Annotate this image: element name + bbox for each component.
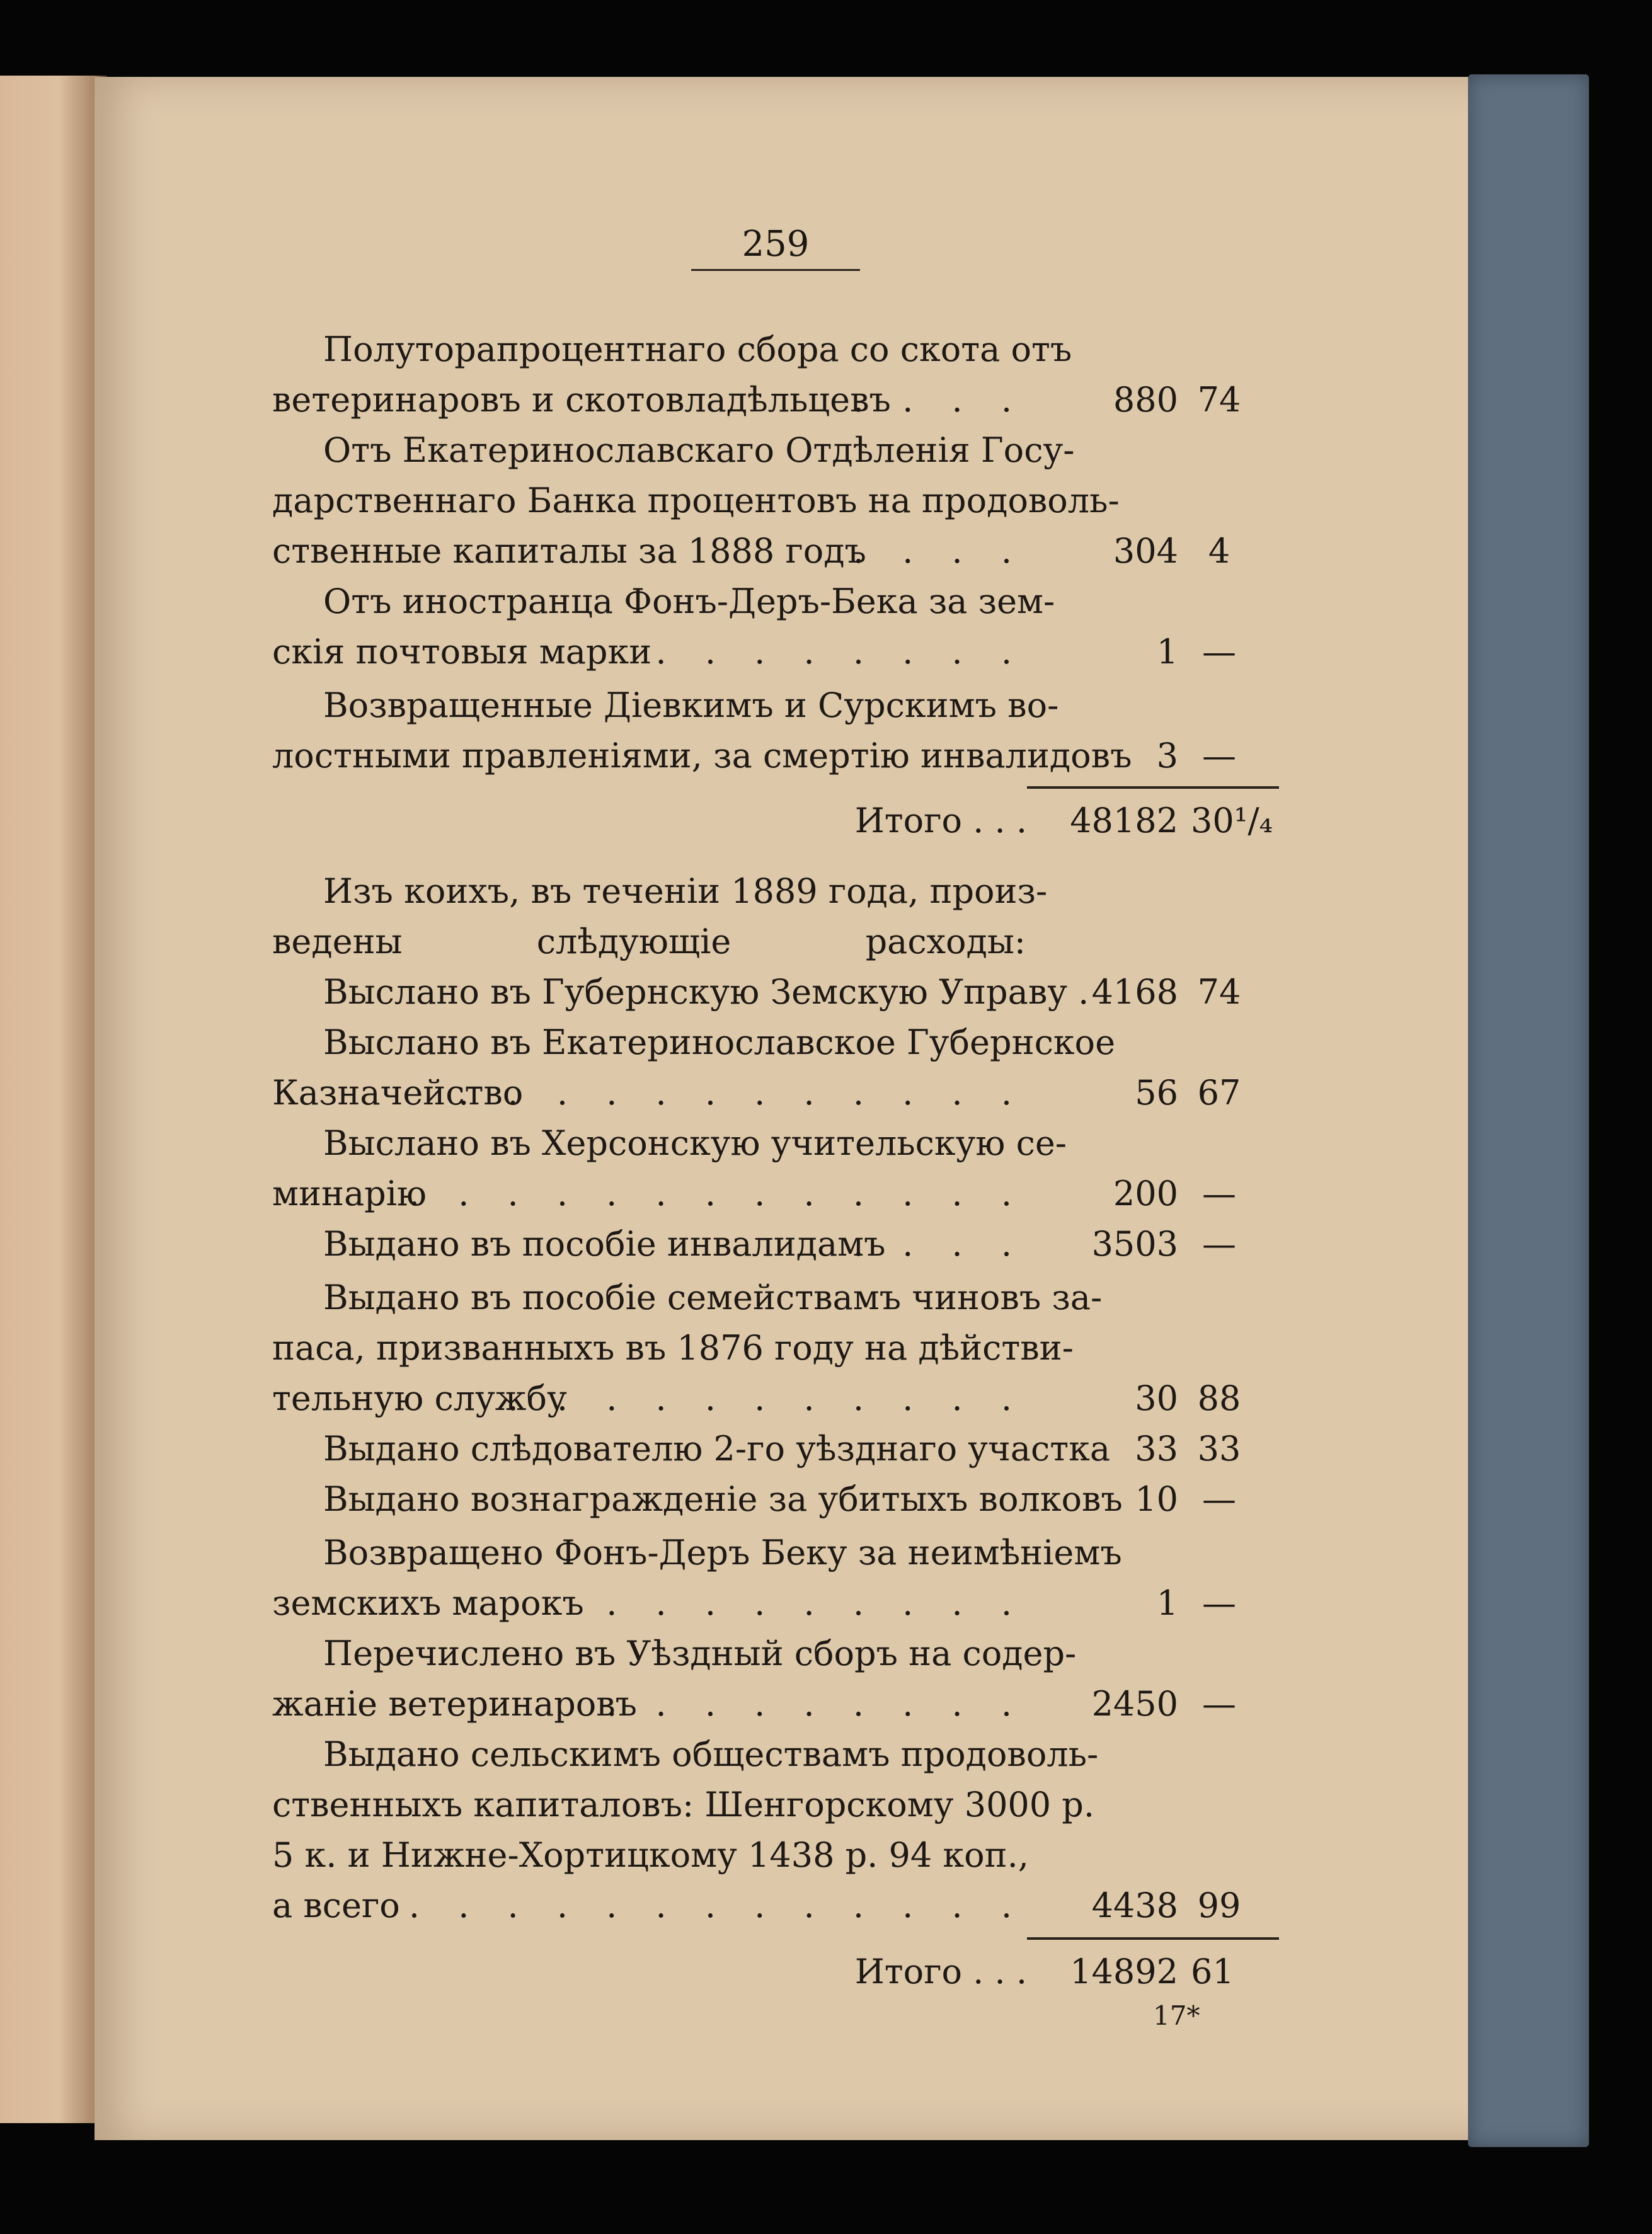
text-line bbox=[272, 1833, 1029, 1877]
line-text: лостными правленіями, за смертію инвалидовъ bbox=[272, 736, 1132, 776]
amount-rubles: 33 bbox=[1135, 1429, 1178, 1469]
amount-kopecks: — bbox=[1202, 1174, 1236, 1213]
total-kopecks: 61 bbox=[1191, 1952, 1234, 1991]
amount-kopecks: — bbox=[1202, 1583, 1236, 1623]
text-line bbox=[323, 1276, 1103, 1320]
line-text: Выслано въ Херсонскую учительскую се- bbox=[323, 1123, 1067, 1163]
text-line bbox=[272, 1581, 1026, 1625]
leader-dots: . . . . . . . . . . . . bbox=[458, 1073, 1026, 1113]
text-line bbox=[323, 970, 1089, 1014]
leader-dots: . . . . bbox=[852, 1224, 1026, 1264]
text-line bbox=[272, 479, 1120, 523]
amount-kopecks: 4 bbox=[1208, 531, 1230, 571]
amount-kopecks: 67 bbox=[1197, 1073, 1241, 1113]
line-text: Казначейство bbox=[272, 1073, 524, 1113]
text-line bbox=[272, 1172, 1026, 1216]
line-text: ственные капиталы за 1888 годъ bbox=[272, 531, 866, 571]
line-text: 5 к. и Нижне-Хортицкому 1438 р. 94 коп., bbox=[272, 1835, 1029, 1875]
amount-kopecks: 88 bbox=[1197, 1378, 1241, 1418]
text-line bbox=[323, 1021, 1116, 1065]
amount-rubles: 1 bbox=[1156, 632, 1178, 672]
leader-dots: . . . . . . . . . . . . . bbox=[408, 1886, 1026, 1925]
line-text: ветеринаровъ и скотовладѣльцевъ bbox=[272, 380, 891, 420]
line-text: дарственнаго Банка процентовъ на продоволь- bbox=[272, 481, 1120, 520]
total-label: Итого . . . bbox=[854, 801, 1027, 840]
text-line bbox=[323, 684, 1059, 728]
line-text: жаніе ветеринаровъ bbox=[272, 1684, 638, 1724]
text-line bbox=[323, 1531, 1122, 1575]
line-text: Полуторапроцентнаго сбора со скота отъ bbox=[323, 329, 1072, 369]
line-text: ственныхъ капиталовъ: Шенгорскому 3000 р. bbox=[272, 1785, 1095, 1824]
text-line bbox=[323, 869, 1048, 914]
page-number-rule bbox=[691, 269, 860, 271]
text-line bbox=[272, 378, 1026, 422]
line-text: Выслано въ Екатеринославское Губернское bbox=[323, 1022, 1116, 1062]
line-text: Возвращенные Діевкимъ и Сурскимъ во- bbox=[323, 685, 1059, 725]
line-text: Отъ Екатеринославскаго Отдѣленія Госу- bbox=[323, 430, 1075, 470]
text-line bbox=[323, 1427, 1111, 1471]
leader-dots: . . . . bbox=[852, 380, 1026, 420]
amount-kopecks: 74 bbox=[1197, 972, 1241, 1012]
amount-rubles: 3503 bbox=[1091, 1224, 1178, 1264]
page-number: 259 bbox=[742, 224, 810, 265]
line-text: Изъ коихъ, въ теченіи 1889 года, произ- bbox=[323, 871, 1048, 911]
amount-rubles: 3 bbox=[1156, 736, 1178, 776]
line-text: ведены слѣдующіе расходы: bbox=[272, 922, 1026, 961]
amount-rubles: 1 bbox=[1156, 1583, 1178, 1623]
line-text: Выдано слѣдователю 2-го уѣзднаго участка bbox=[323, 1429, 1111, 1469]
text-line bbox=[272, 920, 1026, 964]
amount-rubles: 200 bbox=[1113, 1174, 1178, 1213]
leader-dots: . . . . bbox=[852, 531, 1026, 571]
leader-dots: . . . . . . . . . . . bbox=[507, 1378, 1026, 1418]
total-rubles: 14892 bbox=[1070, 1952, 1178, 1991]
text-line bbox=[272, 1783, 1095, 1827]
amount-kopecks: — bbox=[1202, 1684, 1236, 1724]
text-line bbox=[323, 1733, 1099, 1777]
amount-rubles: 880 bbox=[1113, 380, 1178, 420]
total-kopecks: 30¹/₄ bbox=[1191, 801, 1273, 840]
leader-dots: . . . . . . . . . bbox=[606, 1583, 1026, 1623]
line-text: скія почтовыя марки bbox=[272, 632, 652, 672]
line-text: Выдано сельскимъ обществамъ продоволь- bbox=[323, 1734, 1099, 1774]
total-rule-1 bbox=[1027, 786, 1279, 789]
line-text: тельную службу bbox=[272, 1378, 567, 1418]
line-text: Отъ иностранца Фонъ-Деръ-Бека за зем- bbox=[323, 581, 1055, 621]
text-line bbox=[323, 1477, 1123, 1521]
amount-kopecks: — bbox=[1202, 632, 1236, 672]
facing-page-edge bbox=[0, 76, 107, 2123]
amount-rubles: 4438 bbox=[1091, 1886, 1178, 1925]
amount-kopecks: 99 bbox=[1197, 1886, 1241, 1925]
leader-dots: . . . . . . . . . bbox=[606, 1684, 1026, 1724]
amount-kopecks: — bbox=[1202, 1479, 1236, 1519]
text-line bbox=[272, 1071, 1026, 1115]
amount-rubles: 30 bbox=[1135, 1378, 1178, 1418]
book-cover bbox=[1468, 74, 1589, 2147]
line-text: минарію bbox=[272, 1174, 427, 1213]
line-text: а всего bbox=[272, 1886, 400, 1925]
text-line bbox=[323, 1121, 1067, 1166]
text-line bbox=[272, 1884, 1026, 1928]
total-rubles: 48182 bbox=[1070, 801, 1178, 840]
line-text: Выдано въ пособіе инвалидамъ bbox=[323, 1224, 886, 1264]
amount-kopecks: 74 bbox=[1197, 380, 1241, 420]
text-line bbox=[272, 1326, 1074, 1370]
amount-rubles: 2450 bbox=[1091, 1684, 1178, 1724]
line-text: паса, призванныхъ въ 1876 году на дѣйстви- bbox=[272, 1328, 1074, 1368]
leader-dots: . . . . . . . . bbox=[655, 632, 1026, 672]
text-line bbox=[272, 1377, 1026, 1421]
amount-rubles: 304 bbox=[1113, 531, 1178, 571]
line-text: Выдано вознагражденіе за убитыхъ волковъ bbox=[323, 1479, 1123, 1519]
text-line bbox=[323, 1222, 1026, 1266]
amount-rubles: 4168 bbox=[1091, 972, 1178, 1012]
line-text: земскихъ марокъ bbox=[272, 1583, 584, 1623]
line-text: Возвращено Фонъ-Деръ Беку за неимѣніемъ bbox=[323, 1533, 1122, 1572]
text-line bbox=[323, 580, 1055, 624]
amount-rubles: 56 bbox=[1135, 1073, 1178, 1113]
text-line bbox=[272, 529, 1026, 573]
amount-kopecks: — bbox=[1202, 736, 1236, 776]
amount-rubles: 10 bbox=[1135, 1479, 1178, 1519]
text-line bbox=[272, 1682, 1026, 1726]
text-line bbox=[323, 328, 1072, 372]
text-line bbox=[323, 1632, 1077, 1676]
leader-dots: . . . . . . . . . . . . . bbox=[408, 1174, 1026, 1213]
line-text: Выдано въ пособіе семействамъ чиновъ за- bbox=[323, 1278, 1103, 1317]
total-rule-2 bbox=[1027, 1937, 1279, 1940]
text-line bbox=[323, 428, 1075, 473]
line-text: Перечислено въ Уѣздный сборъ на содер- bbox=[323, 1634, 1077, 1673]
signature-mark: 17* bbox=[1153, 2000, 1200, 2031]
line-text: Выслано въ Губернскую Земскую Управу . bbox=[323, 972, 1089, 1012]
text-line bbox=[272, 630, 1026, 674]
text-line bbox=[272, 734, 1132, 778]
total-label: Итого . . . bbox=[854, 1952, 1027, 1991]
amount-kopecks: — bbox=[1202, 1224, 1236, 1264]
amount-kopecks: 33 bbox=[1197, 1429, 1241, 1469]
